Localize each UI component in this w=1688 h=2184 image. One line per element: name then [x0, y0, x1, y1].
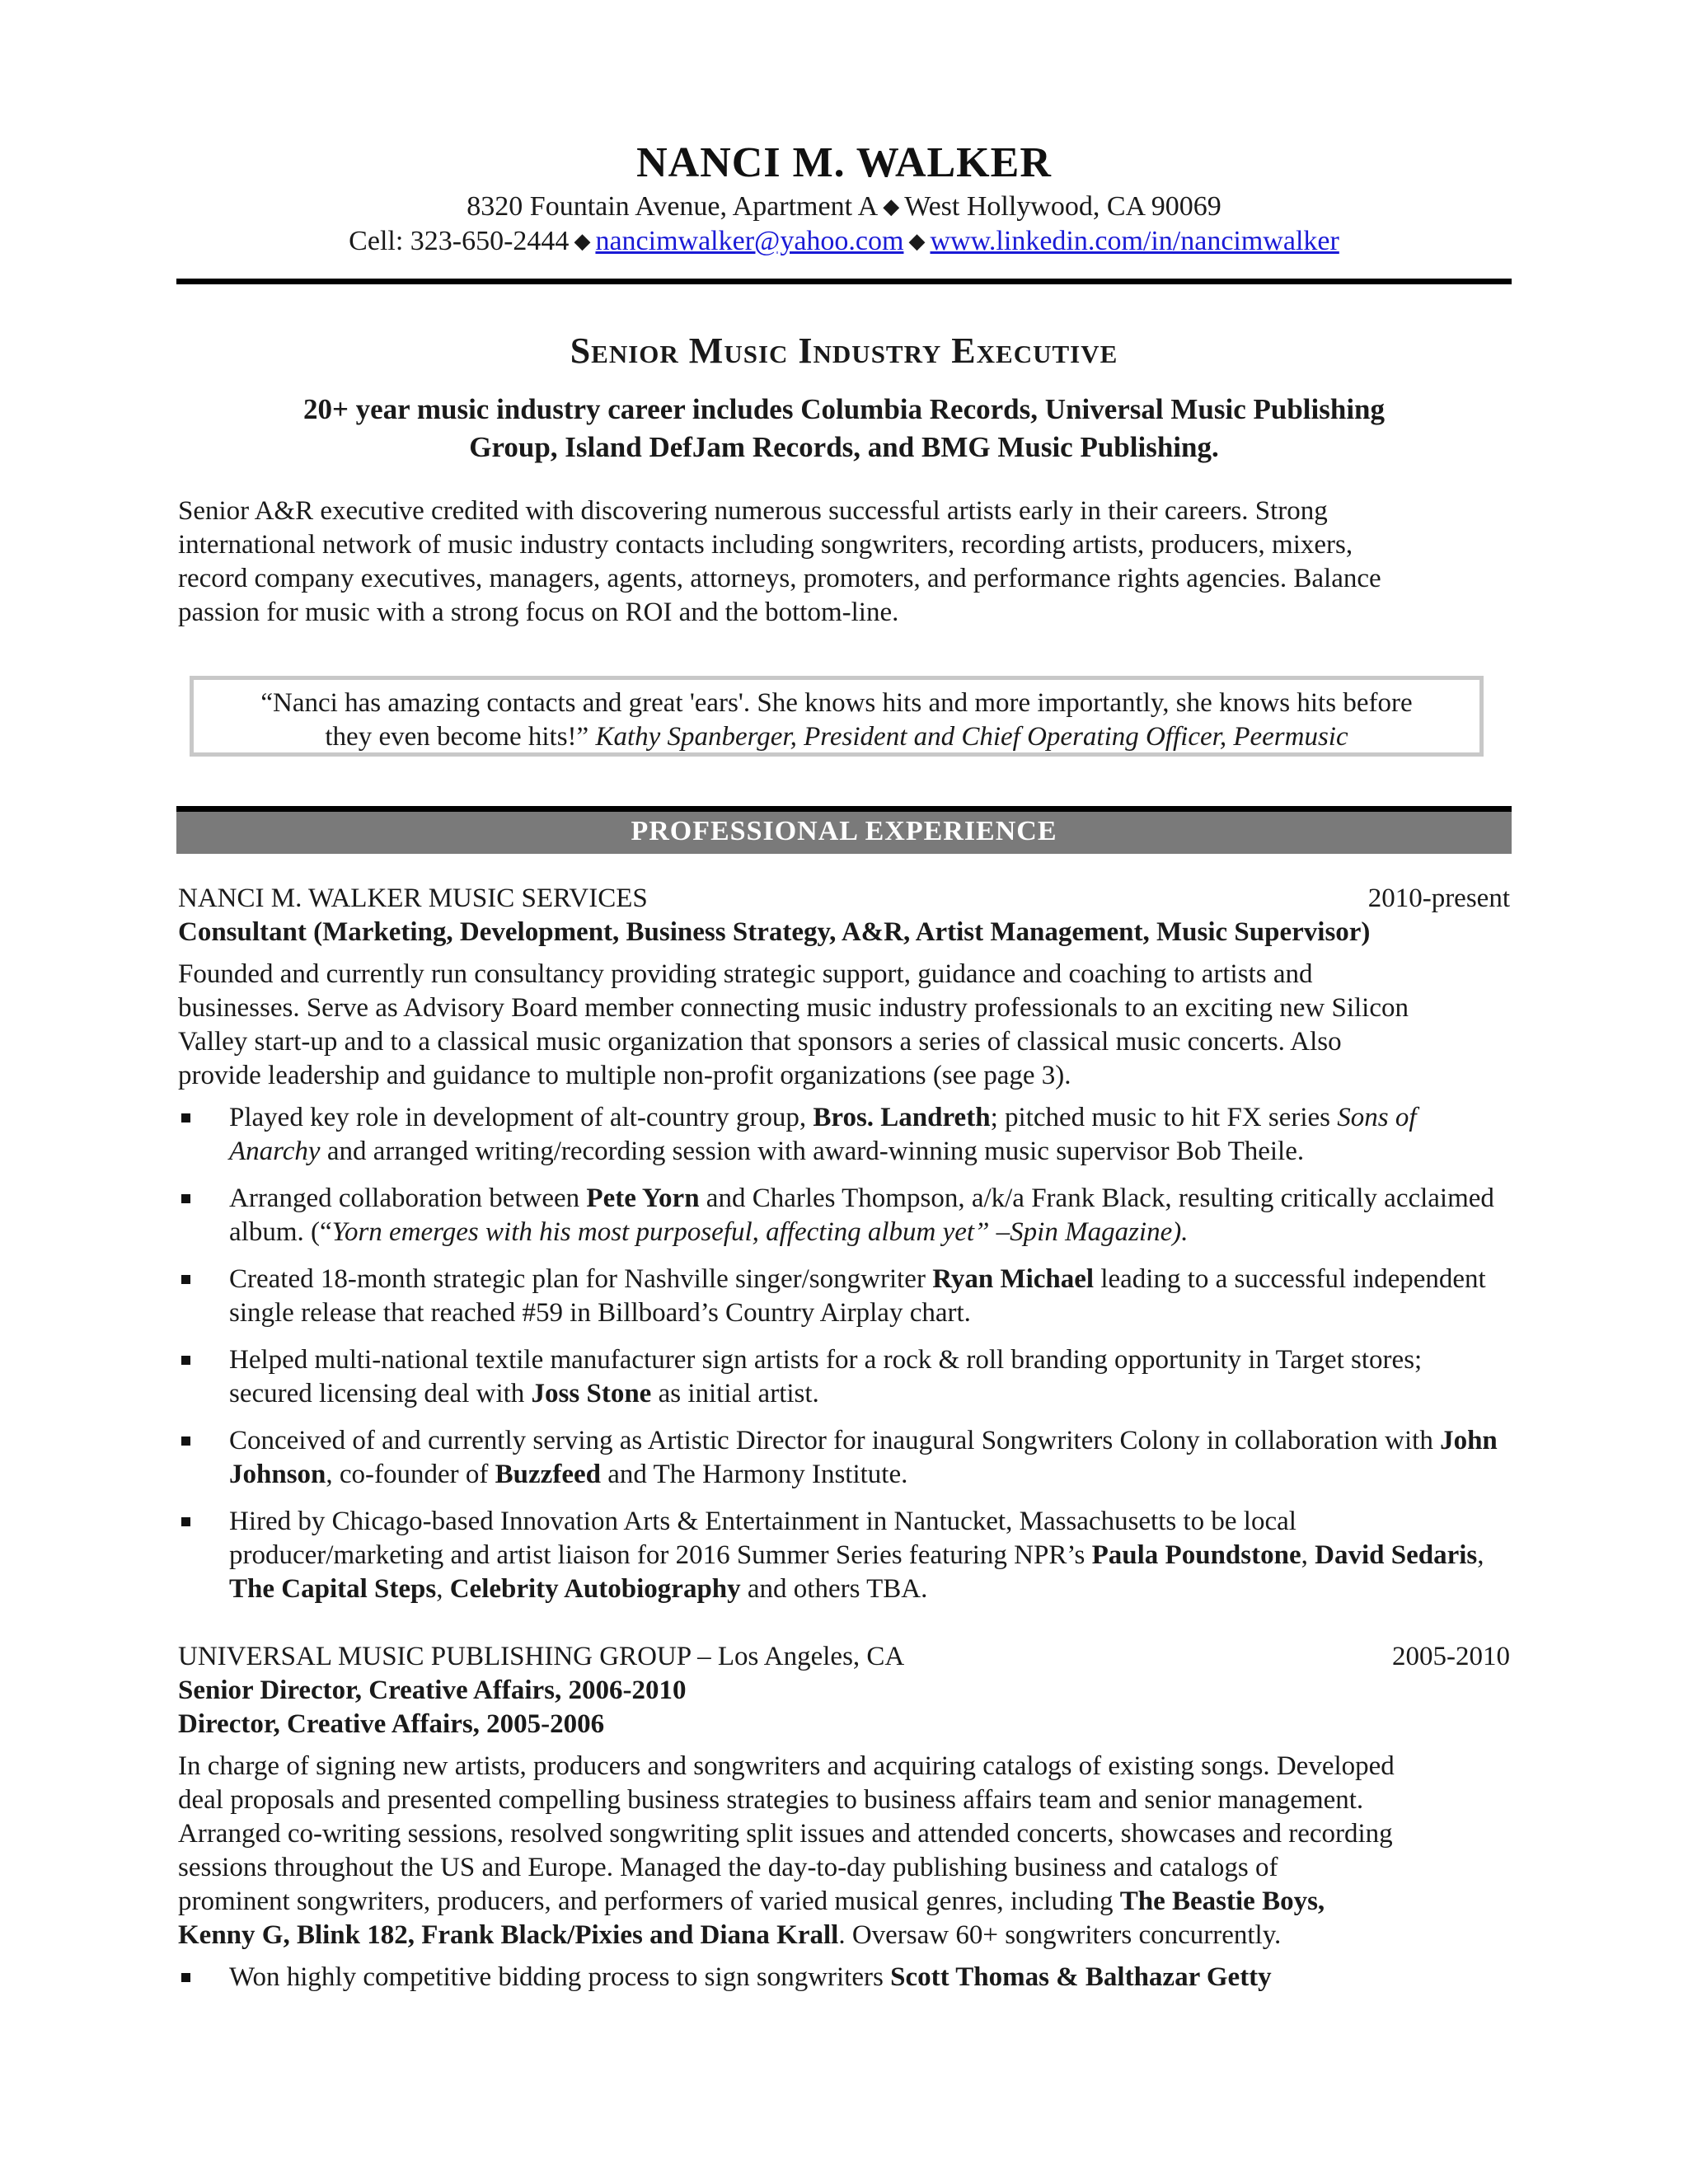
job-company: UNIVERSAL MUSIC PUBLISHING GROUP – Los Angeles, CA [178, 1642, 905, 1671]
testimonial-attribution: Kathy Spanberger, President and Chief Operating Officer, Peermusic [595, 722, 1348, 752]
job-description [178, 1750, 1510, 1952]
description-line: deal proposals and presented compelling business strategies to business affairs team and senior management. [178, 1785, 1364, 1815]
diamond-separator-icon: ◆ [883, 194, 900, 218]
testimonial-line [194, 720, 1479, 754]
headline-title: Senior Music Industry Executive [570, 330, 1118, 371]
candidate-name: NANCI M. WALKER [636, 139, 1052, 186]
description-line: Valley start-up and to a classical music organization that sponsors a series of classical music concerts. Also [178, 1027, 1342, 1057]
summary-line: Senior A&R executive credited with discovering numerous successful artists early in their careers. Strong [178, 496, 1328, 526]
testimonial-box [190, 676, 1484, 757]
job-dates: 2010-present [1367, 883, 1510, 913]
diamond-separator-icon: ◆ [908, 229, 926, 253]
summary-paragraph [178, 494, 1510, 630]
job-header [178, 882, 1510, 916]
description-line: Kenny G, Blink 182, Frank Black/Pixies and Diana Krall. Oversaw 60+ songwriters concurrently. [178, 1920, 1282, 1950]
bullet-square-icon [181, 1517, 190, 1526]
job-description [178, 958, 1510, 1093]
address-line [178, 191, 1510, 223]
bullet-square-icon [181, 1436, 190, 1446]
job-title: Consultant (Marketing, Development, Business Strategy, A&R, Artist Management, Music Supervisor) [178, 917, 1371, 947]
job-header [178, 1640, 1510, 1674]
description-line: Arranged co-writing sessions, resolved songwriting split issues and attended concerts, showcases and recording [178, 1819, 1393, 1849]
job-company: NANCI M. WALKER MUSIC SERVICES [178, 883, 648, 913]
achievement-item: Conceived of and currently serving as Artistic Director for inaugural Songwriters Colony in collaboration with John Johnson, co-founder of Buzzfeed and The Harmony Institute. [178, 1424, 1510, 1492]
street-address: 8320 Fountain Avenue, Apartment A [467, 191, 879, 222]
bullet-square-icon [181, 1275, 190, 1284]
summary-line: international network of music industry contacts including songwriters, recording artists, producers, mixers, [178, 530, 1353, 560]
bullet-square-icon [181, 1973, 190, 1982]
description-line: sessions throughout the US and Europe. Managed the day-to-day publishing business and catalogs of [178, 1853, 1278, 1882]
description-line: In charge of signing new artists, producers and songwriters and acquiring catalogs of existing songs. Developed [178, 1751, 1395, 1781]
subtitle-line: Group, Island DefJam Records, and BMG Music Publishing. [469, 431, 1219, 463]
summary-line: passion for music with a strong focus on ROI and the bottom-line. [178, 598, 899, 627]
description-line: Founded and currently run consultancy providing strategic support, guidance and coaching to artists and [178, 959, 1313, 989]
city-address: West Hollywood, CA 90069 [904, 191, 1221, 222]
testimonial-line: “Nanci has amazing contacts and great 'ears'. She knows hits and more importantly, she knows hits before [260, 688, 1413, 718]
job-dates: 2005-2010 [1392, 1642, 1510, 1671]
bullet-square-icon [181, 1194, 190, 1203]
achievement-item: Helped multi-national textile manufacturer sign artists for a rock & roll branding opportunity in Target stores; secured licensing deal with Joss Stone as initial artist. [178, 1343, 1510, 1411]
bullet-square-icon [181, 1113, 190, 1122]
contact-line [178, 226, 1510, 257]
job-title: Director, Creative Affairs, 2005-2006 [178, 1709, 605, 1739]
email-link[interactable]: nancimwalker@yahoo.com [595, 226, 904, 256]
description-line: prominent songwriters, producers, and performers of varied musical genres, including The Beastie Boys, [178, 1886, 1325, 1916]
achievement-item: Hired by Chicago-based Innovation Arts & Entertainment in Nantucket, Massachusetts to be local producer/marketing and artist liaison for 2016 Summer Series featuring NPR’s Paula Poundstone, David Sedaris, The Capital Steps, Celebrity Autobiography and others TBA. [178, 1505, 1510, 1606]
description-line: provide leadership and guidance to multiple non-profit organizations (see page 3). [178, 1061, 1071, 1090]
cell-phone: Cell: 323-650-2444 [349, 226, 570, 256]
bullet-square-icon [181, 1356, 190, 1365]
job-title: Senior Director, Creative Affairs, 2006-2010 [178, 1675, 687, 1705]
description-line: businesses. Serve as Advisory Board member connecting music industry professionals to an exciting new Silicon [178, 993, 1409, 1023]
testimonial-quote-end: they even become hits!” [325, 722, 589, 752]
achievement-item: Played key role in development of alt-country group, Bros. Landreth; pitched music to hit FX series Sons of Anarchy and arranged writing/recording session with award-winning music supervisor Bob Theile. [178, 1101, 1510, 1169]
summary-line: record company executives, managers, agents, attorneys, promoters, and performance rights agencies. Balance [178, 564, 1381, 593]
job-entry [178, 1640, 1510, 2008]
linkedin-link[interactable]: www.linkedin.com/in/nancimwalker [930, 226, 1339, 256]
achievement-list [178, 1101, 1510, 1606]
section-header-experience: PROFESSIONAL EXPERIENCE [176, 806, 1512, 854]
headline-subtitle [211, 391, 1477, 466]
achievement-list [178, 1961, 1510, 1994]
achievement-item: Created 18-month strategic plan for Nashville singer/songwriter Ryan Michael leading to a successful independent single release that reached #59 in Billboard’s Country Airplay chart. [178, 1263, 1510, 1330]
job-entry [178, 882, 1510, 1619]
achievement-item: Won highly competitive bidding process to sign songwriters Scott Thomas & Balthazar Getty [178, 1961, 1510, 1994]
subtitle-line: 20+ year music industry career includes Columbia Records, Universal Music Publishing [302, 393, 1386, 425]
header-divider [176, 279, 1512, 284]
achievement-item: Arranged collaboration between Pete Yorn and Charles Thompson, a/k/a Frank Black, resulting critically acclaimed album. (“Yorn emerges with his most purposeful, affecting album yet” –Spin Magazine). [178, 1182, 1510, 1249]
diamond-separator-icon: ◆ [574, 229, 591, 253]
